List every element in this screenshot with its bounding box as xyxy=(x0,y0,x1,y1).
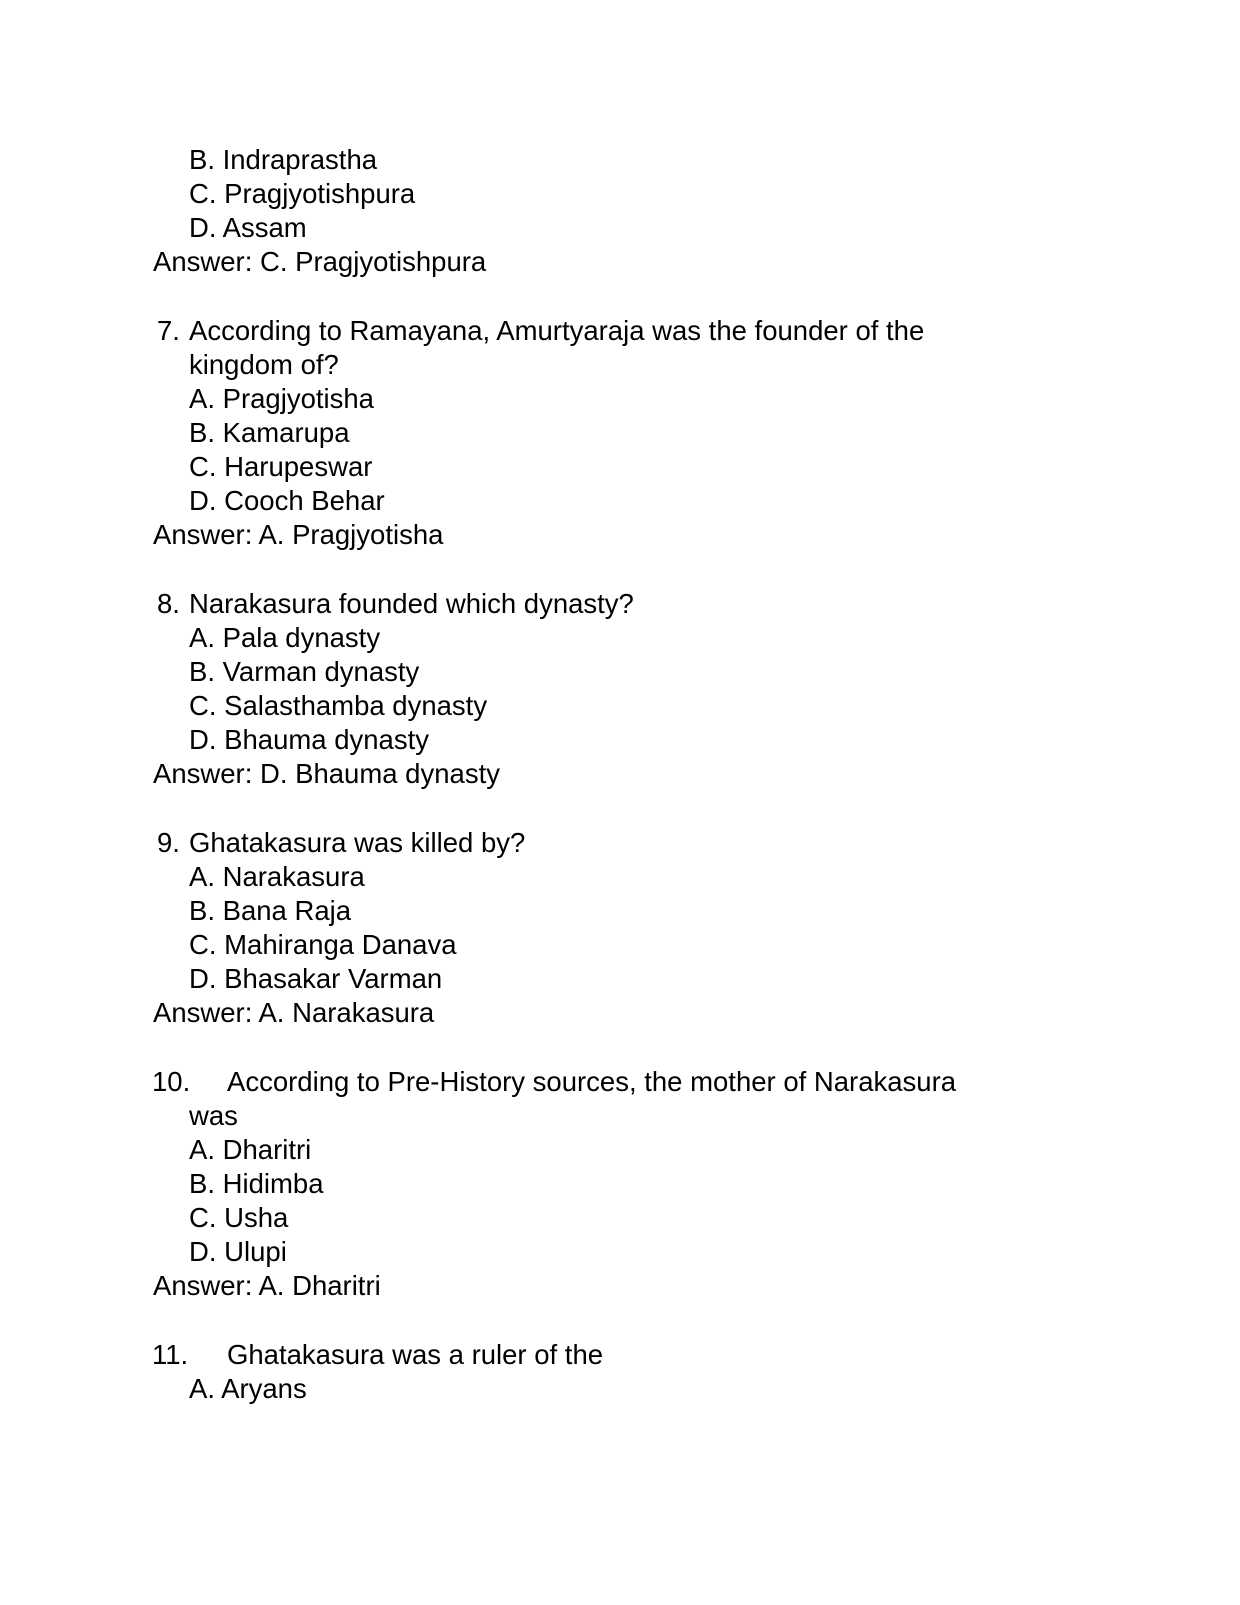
option: A. Aryans xyxy=(189,1373,307,1404)
answer: Answer: A. Dharitri xyxy=(153,1270,381,1301)
answer: Answer: A. Pragjyotisha xyxy=(153,519,444,550)
question-text-continued: kingdom of? xyxy=(189,349,339,380)
option: D. Assam xyxy=(189,212,307,243)
option: D. Bhasakar Varman xyxy=(189,963,443,994)
question-number: 9. xyxy=(157,827,180,858)
option: C. Salasthamba dynasty xyxy=(189,690,488,721)
option: C. Pragjyotishpura xyxy=(189,178,416,209)
option: B. Kamarupa xyxy=(189,417,350,448)
question-number: 7. xyxy=(157,315,180,346)
option: B. Bana Raja xyxy=(189,895,352,926)
option: B. Hidimba xyxy=(189,1168,324,1199)
question-text-continued: was xyxy=(189,1100,238,1131)
option: C. Usha xyxy=(189,1202,289,1233)
option: A. Narakasura xyxy=(189,861,365,892)
answer: Answer: C. Pragjyotishpura xyxy=(153,246,487,277)
option: B. Indraprastha xyxy=(189,144,378,175)
option: C. Mahiranga Danava xyxy=(189,929,457,960)
option: B. Varman dynasty xyxy=(189,656,420,687)
answer: Answer: A. Narakasura xyxy=(153,997,435,1028)
option: D. Ulupi xyxy=(189,1236,287,1267)
question-text: Ghatakasura was a ruler of the xyxy=(227,1339,604,1370)
option: D. Bhauma dynasty xyxy=(189,724,429,755)
question-number: 11. xyxy=(152,1339,189,1370)
question-text: Ghatakasura was killed by? xyxy=(189,827,526,858)
option: A. Dharitri xyxy=(189,1134,312,1165)
option: D. Cooch Behar xyxy=(189,485,385,516)
option: A. Pala dynasty xyxy=(189,622,381,653)
question-text: According to Pre-History sources, the mother of Narakasura xyxy=(227,1066,957,1097)
option: C. Harupeswar xyxy=(189,451,373,482)
question-text: Narakasura founded which dynasty? xyxy=(189,588,634,619)
question-number: 10. xyxy=(152,1066,191,1097)
question-number: 8. xyxy=(157,588,180,619)
question-text: According to Ramayana, Amurtyaraja was the founder of the xyxy=(189,315,925,346)
option: A. Pragjyotisha xyxy=(189,383,374,414)
answer: Answer: D. Bhauma dynasty xyxy=(153,758,500,789)
